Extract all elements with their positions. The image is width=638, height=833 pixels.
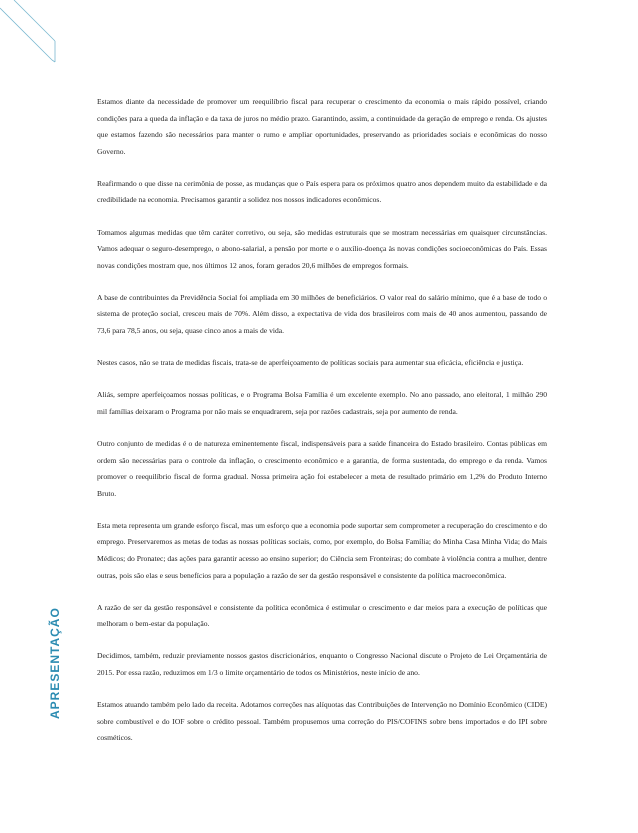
paragraph: Outro conjunto de medidas é o de natureza eminentemente fiscal, indispensáveis para a saúde financeira do Estado brasileiro. Contas públicas em ordem são necessárias para o controle da inflação, o crescimento econômico e a garantia, de forma sustentada, do emprego e da renda. Vamos promover o reequilíbrio fiscal de forma gradual. Nossa primeira ação foi estabelecer a meta de resultado primário em 1,2% do Produto Interno Bruto.	[97, 438, 547, 498]
section-label: APRESENTAÇÃO	[48, 607, 62, 719]
paragraph: Decidimos, também, reduzir previamente nossos gastos discricionários, enquanto o Congresso Nacional discute o Projeto de Lei Orçamentária de 2015. Por essa razão, reduzimos em 1/3 o limite orçamentário de todos os Ministérios, neste início de ano.	[97, 651, 547, 677]
paragraph: Aliás, sempre aperfeiçoamos nossas políticas, e o Programa Bolsa Família é um excelente exemplo. No ano passado, ano eleitoral, 1 milhão 290 mil famílias deixaram o Programa por não mais se enquadrarem, seja por razões cadastrais, seja por aumento de renda.	[97, 390, 547, 416]
paragraph: Esta meta representa um grande esforço fiscal, mas um esforço que a economia pode suportar sem comprometer a recuperação do crescimento e do emprego. Preservaremos as metas de todas as nossas políticas sociais, como, por exemplo, do Bolsa Família; do Minha Casa Minha Vida; do Mais Médicos; do Pronatec; das ações para garantir acesso ao ensino superior; do Ciência sem Fronteiras; do combate à violência contra a mulher, dentre outras, pois são elas e seus benefícios para a população a razão de ser da gestão responsável e consistente da política macroeconômica.	[97, 520, 547, 580]
paragraph: A base de contribuintes da Previdência Social foi ampliada em 30 milhões de beneficiários. O valor real do salário mínimo, que é a base de todo o sistema de proteção social, cresceu mais de 70%. Além disso, a expectativa de vida dos brasileiros com mais de 40 anos aumentou, passando de 73,6 para 78,5 anos, ou seja, quase cinco anos a mais de vida.	[97, 292, 547, 336]
paragraph: Reafirmando o que disse na cerimônia de posse, as mudanças que o País espera para os próximos quatro anos dependem muito da estabilidade e da credibilidade na economia. Precisamos garantir a solidez nos nossos indicadores econômicos.	[97, 178, 547, 205]
paragraph: Tomamos algumas medidas que têm caráter corretivo, ou seja, são medidas estruturais que se mostram necessárias em quaisquer circunstâncias. Vamos adequar o seguro-desemprego, o abono-salarial, a pensão por morte e o auxílio-doença às novas condições socioeconômicas do País. Essas novas condições mostram que, nos últimos 12 anos, foram gerados 20,6 milhões de empregos formais.	[97, 227, 547, 270]
paragraph: A razão de ser da gestão responsável e consistente da política econômica é estimular o crescimento e dar meios para a execução de políticas que melhoram o bem-estar da população.	[97, 602, 547, 629]
paragraph: Estamos diante da necessidade de promover um reequilíbrio fiscal para recuperar o crescimento da economia o mais rápido possível, criando condições para a queda da inflação e da taxa de juros no médio prazo. Garantindo, assim, a continuidade da geração de emprego e renda. Os ajustes que estamos fazendo são necessários para manter o rumo e ampliar oportunidades, preservando as prioridades sociais e econômicas do nosso Governo.	[97, 97, 547, 156]
corner-decoration	[0, 0, 70, 70]
paragraph: Nestes casos, não se trata de medidas fiscais, trata-se de aperfeiçoamento de políticas sociais para aumentar sua eficácia, eficiência e justiça.	[97, 358, 524, 368]
document-body	[97, 94, 547, 762]
paragraph: Estamos atuando também pelo lado da receita. Adotamos correções nas alíquotas das Contribuições de Intervenção no Domínio Econômico (CIDE) sobre combustível e do IOF sobre o crédito pessoal. Também propusemos uma correção do PIS/COFINS sobre bens importados e do IPI sobre cosméticos.	[97, 700, 547, 743]
